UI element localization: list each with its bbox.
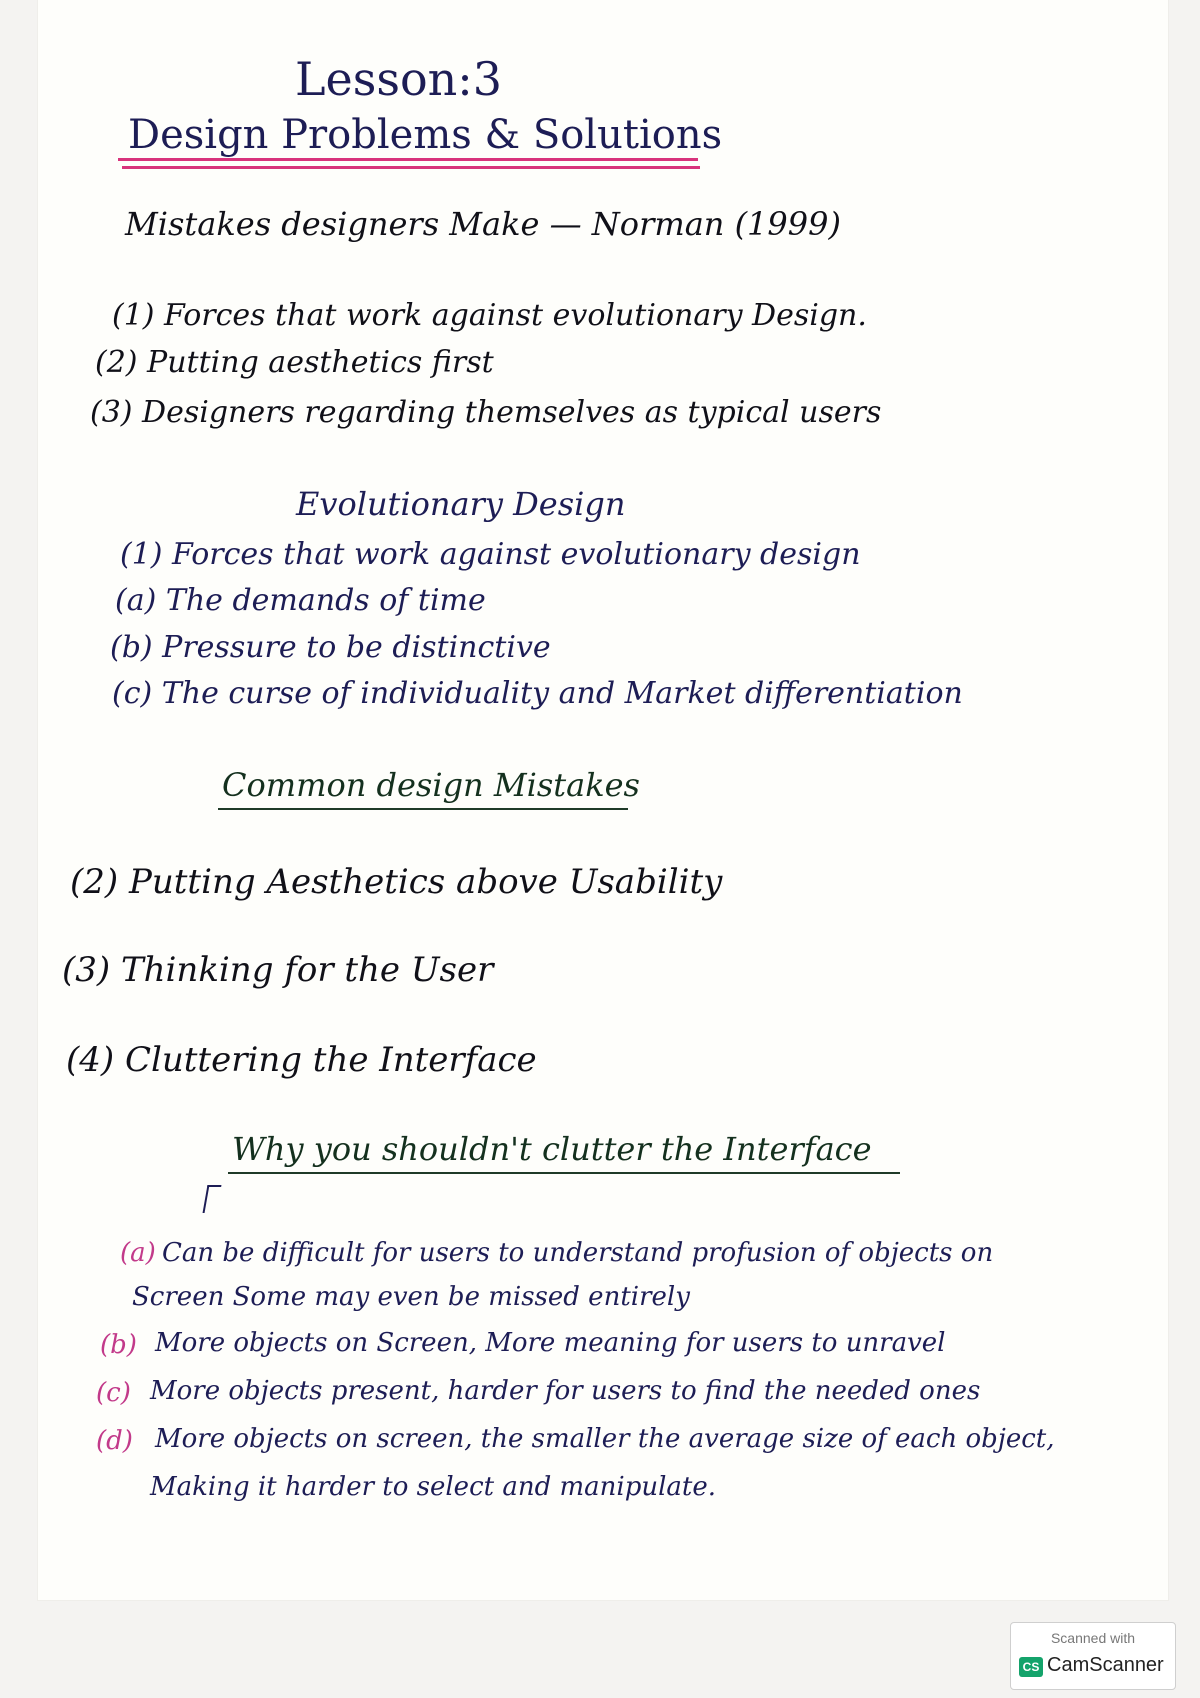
list-item: (3) Thinking for the User [62, 950, 494, 990]
list-item: (b) Pressure to be distinctive [110, 630, 551, 665]
subtitle-underline-2 [122, 166, 700, 169]
item-label: (d) [96, 1426, 133, 1456]
section-heading-why-not-clutter: Why you shouldn't clutter the Interface [232, 1130, 872, 1168]
heading-underline [218, 808, 628, 810]
watermark-brand: CamScanner [1047, 1654, 1164, 1676]
section-heading-common-mistakes: Common design Mistakes [222, 766, 640, 804]
page-subtitle: Design Problems & Solutions [128, 112, 723, 158]
list-item: (c) The curse of individuality and Market differentiation [112, 676, 963, 711]
item-label: (a) [120, 1238, 156, 1268]
list-item: (4) Cluttering the Interface [66, 1040, 537, 1080]
list-item: Can be difficult for users to understand profusion of objects on [162, 1238, 994, 1268]
section-heading-evolutionary: Evolutionary Design [296, 485, 626, 523]
list-item: More objects on Screen, More meaning for users to unravel [155, 1328, 946, 1358]
subtitle-underline [118, 158, 698, 161]
camscanner-watermark [1010, 1622, 1176, 1690]
page-title: Lesson:3 [295, 52, 503, 106]
list-item-continued: Making it harder to select and manipulate. [150, 1472, 717, 1502]
section-heading-mistakes: Mistakes designers Make — Norman (1999) [125, 205, 841, 243]
list-item: More objects present, harder for users to find the needed ones [150, 1376, 981, 1406]
list-item-continued: Screen Some may even be missed entirely [132, 1282, 690, 1312]
watermark-caption: Scanned with [1050, 1630, 1136, 1646]
list-item: (1) Forces that work against evolutionary Design. [112, 298, 867, 333]
list-item: (2) Putting Aesthetics above Usability [70, 862, 723, 902]
item-label: (b) [100, 1330, 137, 1360]
list-item: (a) The demands of time [115, 583, 486, 618]
heading-underline [228, 1172, 900, 1174]
list-item: (2) Putting aesthetics first [95, 345, 494, 380]
list-item: (3) Designers regarding themselves as typical users [90, 395, 882, 430]
camscanner-logo-icon: CS [1019, 1657, 1043, 1677]
item-label: (c) [96, 1378, 131, 1408]
list-item: More objects on screen, the smaller the average size of each object, [155, 1424, 1055, 1454]
section-intro: (1) Forces that work against evolutionary design [120, 537, 861, 572]
